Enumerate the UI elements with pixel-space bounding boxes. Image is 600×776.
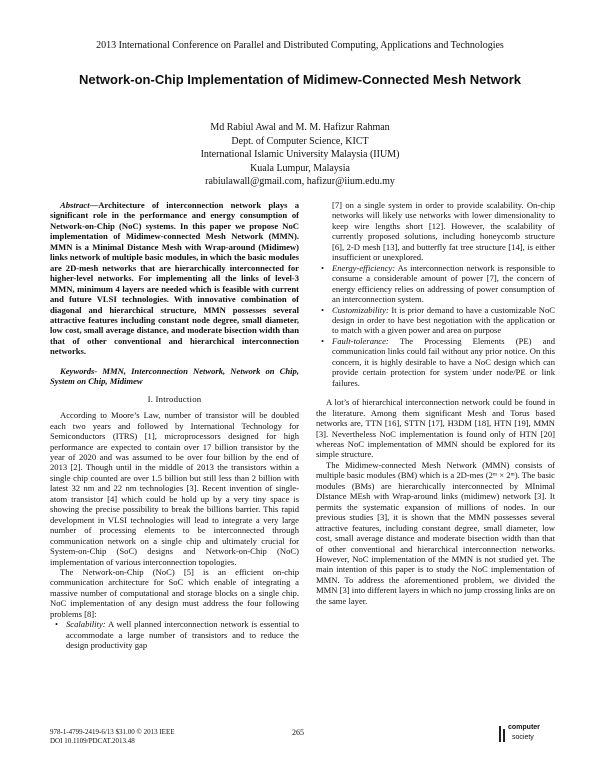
list-item-text: [7] on a single system in order to provide scalability. On-chip networks will likely use networks with lower dimensionality to keep wire lengths short [12]. However, the scalability of currently proposed solutions, including honeycomb structure [6], 2-D mesh [13], and butterfly fat tree structure [14], is either insufficient or unexplored. xyxy=(332,200,555,263)
section-heading-introduction: I. Introduction xyxy=(147,393,202,404)
footer-doi[interactable]: DOI 10.1109/PDCAT.2013.48 xyxy=(50,737,135,745)
abstract xyxy=(50,200,299,357)
page-number: 265 xyxy=(292,728,304,737)
keywords: Keywords- MMN, Interconnection Network, Network on Chip, System on Chip, Midimew xyxy=(50,365,299,387)
logo-mark-icon xyxy=(498,726,507,742)
list-item-text: As interconnection network is responsible to consume a considerable amount of power [7], the concern of energy efficiency relies on addressing of power consumption of an interconnection system. xyxy=(332,262,555,305)
list-item-term: Customizability: xyxy=(332,304,389,315)
conference-header: 2013 International Conference on Parallel and Distributed Computing, Applications and Technologies xyxy=(96,40,504,51)
abstract-label: Abstract xyxy=(60,200,90,210)
list-item-text: The Processing Elements (PE) and communication links could fail without any prior notice. On this concern, it is highly desirable to have a NoC design which can provide certain protection for system under node/PE or link failures. xyxy=(332,335,555,388)
computer-society-logo xyxy=(498,724,558,746)
list-item xyxy=(316,263,555,305)
logo-text-top: computer xyxy=(508,724,540,731)
author-department: Dept. of Computer Science, KICT xyxy=(231,135,369,147)
list-item-continued xyxy=(316,200,555,263)
paper-title: Network-on-Chip Implementation of Midimew-Connected Mesh Network xyxy=(78,72,522,87)
footer-isbn: 978-1-4799-2419-6/13 $31.00 © 2013 IEEE xyxy=(50,728,175,736)
problem-list-right xyxy=(316,200,555,388)
list-item xyxy=(316,336,555,388)
author-block xyxy=(0,121,600,189)
intro-paragraph-2: The Network-on-Chip (NoC) [5] is an efficient on-chip communication architecture for SoC which enable of integrating a massive number of computational and storage blocks on a single chip. NoC implementation of any design must address the four following problems [8]: xyxy=(50,566,299,619)
intro-paragraph-1: According to Moore’s Law, number of transistor will be doubled each two years and followed by International Technology for Semiconductors (ITRS) [1], microprocessors designed for high performance are expected to contain over 17 billion transistor by the year of 2020 and was assumed to be over four billion by the end of 2013 [2]. Though until in the middle of 2013 the transistors within a single chip counted are over 1.5 billion but still less than 2 billion with latest 32 nm and 22 nm technologies [3]. Recent invention of single-atom transistor [4] which could be hold up by a very tiny space is showing the precise possibility to break the billions barrier. This rapid development in VLSI technologies will lead to integrate a very large number of processing elements to be interconnected through communication network on a single chip and ultimately crucial for System-on-Chip (SoC) designs and Network-on-Chip (NoC) implementation of various interconnection topologies. xyxy=(50,410,299,567)
footer-copyright xyxy=(50,728,175,746)
bullet-icon: • xyxy=(321,262,325,273)
logo-text-bottom: society xyxy=(512,734,534,741)
author-university: International Islamic University Malaysia (IIUM) xyxy=(200,149,400,160)
left-column xyxy=(50,200,299,651)
list-item-text: A well planned interconnection network is essential to accommodate a large number of transistors and to reduce the design productivity gap xyxy=(66,619,299,651)
list-item xyxy=(50,619,299,650)
list-item-term: Scalability: xyxy=(66,619,106,630)
bullet-icon: • xyxy=(321,304,325,315)
bullet-icon: • xyxy=(321,335,325,346)
author-emails[interactable]: rabiulawall@gmail.com, hafizur@iium.edu.my xyxy=(205,176,395,187)
literature-paragraph: A lot’s of hierarchical interconnection network could be found in the literature. Among them significant Mesh and Torus based networks are, TTN [16], STTN [17], H3DM [18], HTN [19], MMN [3]. Nevertheless NoC implementation is found only of HTN [20] whereas NoC implementation of MMN should be explored for its simple structure. xyxy=(316,397,555,460)
right-column xyxy=(316,200,555,606)
list-item-text: It is prior demand to have a customizable NoC design in order to have best negotiation with the application or to match with a given power and area on purpose xyxy=(332,304,555,336)
list-item xyxy=(316,305,555,336)
problem-list-left xyxy=(50,619,299,650)
list-item-term: Energy-efficiency: xyxy=(332,262,396,273)
bullet-icon: • xyxy=(55,619,59,630)
list-item-term: Fault-tolerance: xyxy=(332,335,389,346)
mmn-paragraph: The Midimew-connected Mesh Network (MMN) consists of multiple basic modules (BM) which is a 2D-mes (2ᵐ × 2ᵐ). The basic modules (BMs) are hierarchically interconnected by MInimal DIstance MEsh with Wrap-around links (midimew) network [3]. It permits the systematic expansion of millions of nodes. In our previous studies [3], it is shown that the MMN possesses several attractive features, including constant degree, small diameter, low cost, small average distance and moderate bisection width than that of other conventional and hierarchical interconnection networks. However, NoC implementation of the MMN is not studied yet. The main intention of this paper is to study the NoC implementation of MMN. To address the aforementioned problem, we divided the MMN [3] into different layers in which no jump crossing links are on the same layer. xyxy=(316,459,555,606)
author-names: Md Rabiul Awal and M. M. Hafizur Rahman xyxy=(210,122,390,133)
abstract-text: —Architecture of interconnection network plays a significant role in the performance and energy consumption of Network-on-Chip (NoC) systems. In this paper we propose NoC implementation of Midimew-connected Mesh Network (MMN). MMN is a Minimal Distance Mesh with Wrap-around (Midimew) links network of multiple basic modules, in which the basic modules are 2D-mesh networks that are hierarchically interconnected for higher-level networks. For implementing all the links of level-3 MMN, minimum 4 layers are needed which is feasible with current and future VLSI technologies. With innovative combination of diagonal and hierarchical structure, MMN possesses several attractive features including constant node degree, small diameter, low cost, small average distance, and moderate bisection width than that of other conventional and hierarchical interconnection networks. xyxy=(50,200,299,357)
author-location: Kuala Lumpur, Malaysia xyxy=(250,162,350,174)
